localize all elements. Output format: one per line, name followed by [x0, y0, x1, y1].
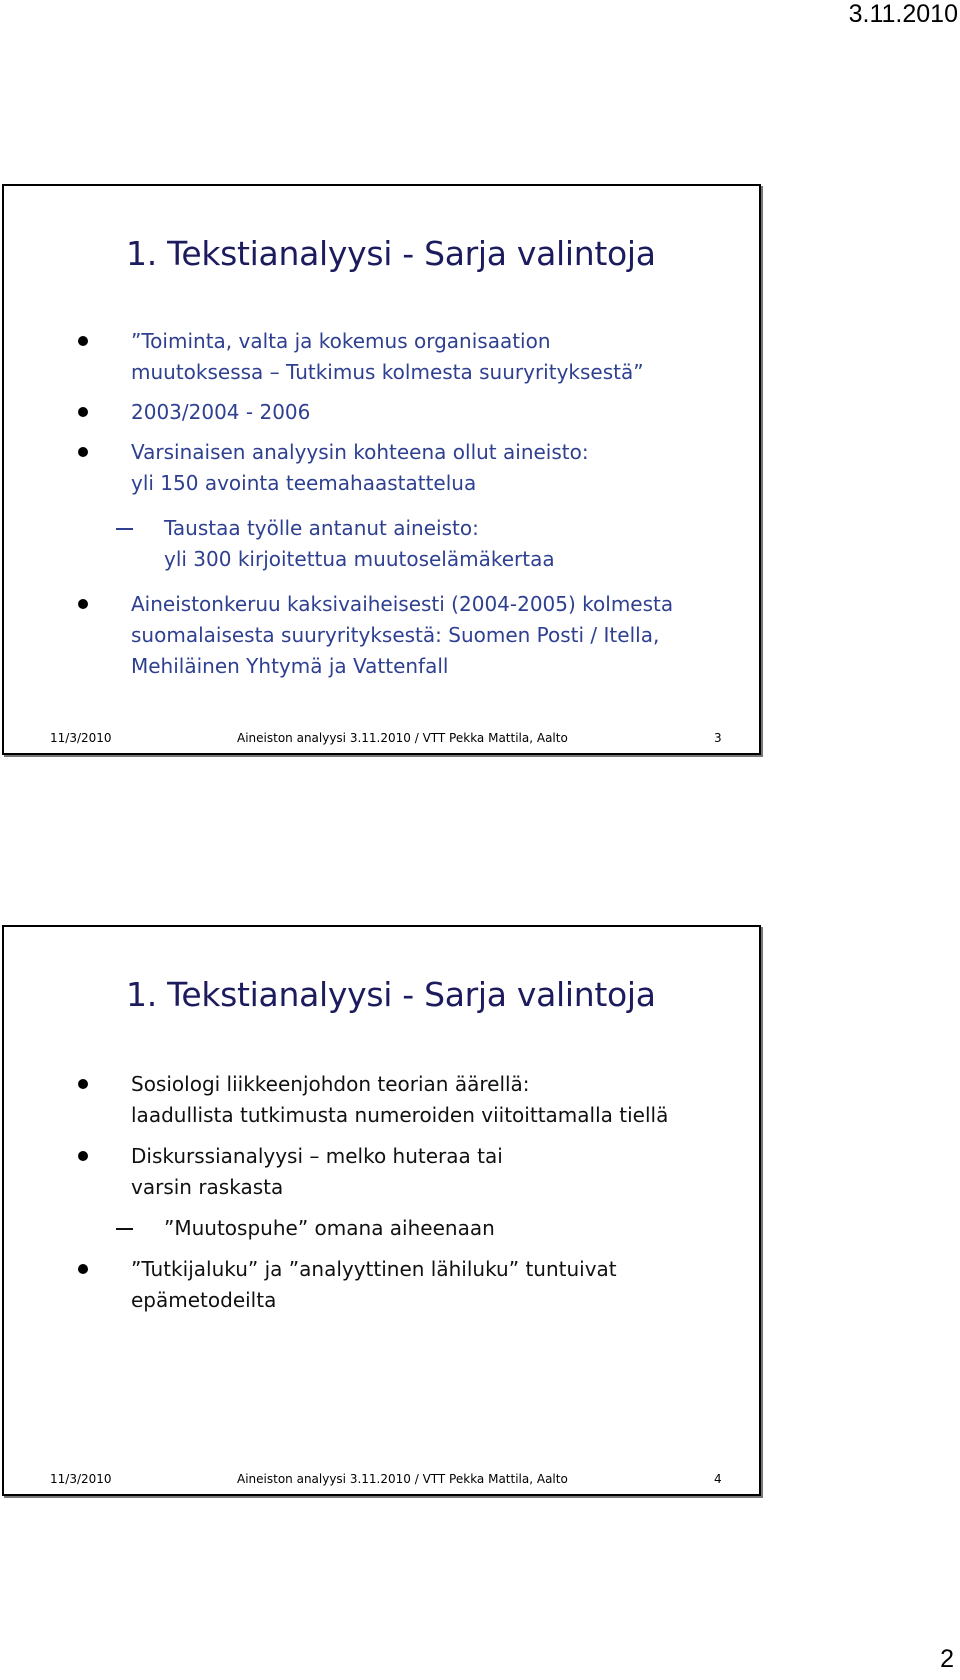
sub-bullet-item: ”Muutospuhe” omana aiheenaan: [4, 1213, 759, 1244]
bullet-list: [4, 1069, 759, 1322]
slide-footer: [4, 1468, 759, 1490]
slide-3: [2, 184, 761, 755]
slide-number: 4: [714, 1472, 722, 1486]
bullet-item: ”Tutkijaluku” ja ”analyyttinen lähiluku” tuntuivat epämetodeilta: [4, 1254, 759, 1316]
bullet-item: Varsinaisen analyysin kohteena ollut aineisto: yli 150 avointa teemahaastattelua: [4, 437, 759, 499]
footer-date: 11/3/2010: [50, 731, 112, 745]
sub-bullet-item: Taustaa työlle antanut aineisto: yli 300 kirjoitettua muutoselämäkertaa: [4, 513, 759, 575]
bullet-item: 2003/2004 - 2006: [4, 397, 759, 428]
footer-text: Aineiston analyysi 3.11.2010 / VTT Pekka Mattila, Aalto: [237, 1472, 568, 1486]
footer-text: Aineiston analyysi 3.11.2010 / VTT Pekka Mattila, Aalto: [237, 731, 568, 745]
bullet-item: Aineistonkeruu kaksivaiheisesti (2004-2005) kolmesta suomalaisesta suuryrityksestä: Suomen Posti / Itella, Mehiläinen Yhtymä ja Vattenfall: [4, 589, 759, 682]
bullet-list: [4, 326, 759, 688]
slide-title: 1. Tekstianalyysi - Sarja valintoja: [126, 975, 656, 1014]
slide-footer: [4, 727, 759, 749]
slide-title: 1. Tekstianalyysi - Sarja valintoja: [126, 234, 656, 273]
footer-date: 11/3/2010: [50, 1472, 112, 1486]
page-number: 2: [940, 1645, 954, 1673]
slide-4: [2, 925, 761, 1496]
bullet-item: ”Toiminta, valta ja kokemus organisaation muutoksessa – Tutkimus kolmesta suuryrityksestä”: [4, 326, 759, 388]
page-date: 3.11.2010: [848, 0, 958, 28]
bullet-item: Diskurssianalyysi – melko huteraa tai varsin raskasta: [4, 1141, 759, 1203]
bullet-item: Sosiologi liikkeenjohdon teorian äärellä: laadullista tutkimusta numeroiden viitoittamalla tiellä: [4, 1069, 759, 1131]
slide-number: 3: [714, 731, 722, 745]
